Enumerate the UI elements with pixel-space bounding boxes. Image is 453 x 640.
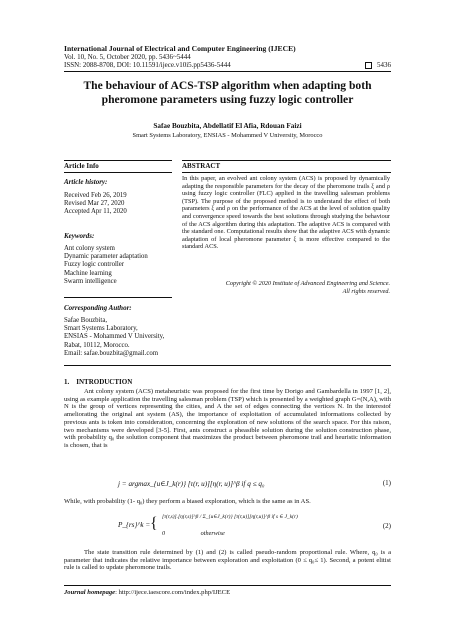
square-icon (365, 62, 372, 69)
page-number: 5436 (377, 61, 391, 69)
journal-name: International Journal of Electrical and Computer Engineering (IJECE) (64, 44, 296, 53)
intro-paragraph-1: Ant colony system (ACS) metaheuristic was proposed for the first time by Dorigo and Gambardella in 1997 [1, 2], using as example application the travelling salesman problem (TSP) which is presented by a weighted graph G=(N,A), with N is the group of vertices representing the cities, and A the set of edges connecting the vertices N. In the interestof ameliorating the original ant system (AS), the importance of exploitation of accumulated informations collected by previous ants is token into consideration, concerning the exploration of new solutions of the search space. For this raison, two mechanisms were developed [3-5]. First, ants construct a pheasible solution during the solution construction phase, with probability q₀ the solution component that maximizes the product between pheromone trail and heuristic information is chosen, that is (64, 388, 391, 449)
article-info-top-rule (64, 160, 172, 161)
equation-2-lhs: P_{rs}^k = (118, 521, 151, 529)
title-line-1: The behaviour of ACS-TSP algorithm when adapting both (83, 79, 372, 92)
article-info-heading: Article Info (64, 162, 99, 170)
keyword-item: Dynamic parameter adaptation (64, 253, 148, 261)
author-lab: Smart Systems Laboratory, (64, 325, 138, 333)
equation-1: j = argmax_{u∈J_k(r)} [τ(r, u)][η(r, u)]^β if q ≤ q₀ (118, 480, 265, 488)
corresponding-rule (64, 297, 172, 298)
revised-date: Revised Mar 27, 2020 (64, 200, 125, 208)
abstract-top-rule (182, 160, 391, 161)
equation-2-brace: { (150, 515, 158, 532)
abstract-sub-rule (182, 172, 391, 173)
abstract-heading: ABSTRACT (182, 162, 221, 170)
journal-homepage (64, 589, 230, 596)
keyword-item: Machine learning (64, 269, 112, 277)
section-heading: 1. INTRODUCTION (64, 378, 133, 386)
homepage-url[interactable]: : http://ijece.iaescore.com/index.php/IJECE (115, 589, 231, 596)
section-divider (64, 365, 391, 366)
received-date: Received Feb 26, 2019 (64, 192, 127, 199)
intro-paragraph-3: The state transition rule determined by (1) and (2) is called pseudo-random proportional rule. Where, q₀ is a parameter that indicates the relative importance between exploration and exploitation (0 ≤ q₀≤ 1). Second, a potent elitist rule is called to update pheromone trails. (64, 549, 391, 572)
abstract-text: In this paper, an evolved ant colony system (ACS) is proposed by dynamically adapting the responsible parameters for the decay of the pheromone trails ξ and ρ using fuzzy logic controller (FLC) applied in the travelling salesman problems (TSP). The purpose of the proposed method is to understand the effect of both parameters ξ and ρ on the performance of the ACS at the level of solution quality and convergence speed towards the best solutions through studying the behaviour of the ACS algorithm during this adaptation. The adaptive ACS is compared with the standard one. Computational results show that the adaptive ACS with dynamic adaptation of local pheromone parameter ξ is more effective compared to the standard ACS. (182, 175, 390, 251)
paper-title (64, 79, 391, 107)
title-line-2: pheromone parameters using fuzzy logic controller (101, 93, 354, 106)
corresponding-label: Corresponding Author: (64, 304, 132, 312)
equation-2-bottom: 0 otherwise (162, 530, 225, 537)
article-info-sub-rule (64, 172, 172, 173)
history-list (64, 192, 127, 217)
keywords-list (64, 245, 148, 286)
author-name: Safae Bouzbita, (64, 317, 108, 324)
keyword-item: Swarm intelligence (64, 277, 117, 285)
accepted-date: Accepted Apr 11, 2020 (64, 208, 127, 216)
affiliation: Smart Systems Laboratory, ENSIAS - Mohammed V University, Morocco (132, 132, 323, 139)
authors: Safae Bouzbita, Abdellatif El Afia, Rdouan Faizi (153, 122, 302, 130)
copyright-line-1: Copyright © 2020 Institute of Advanced Engineering and Science. (225, 280, 390, 287)
keyword-item: Fuzzy logic controller (64, 261, 125, 269)
history-label: Article history: (64, 178, 108, 186)
equation-2-top: [τ(r,s)].[η(r,s)]^β / Σ_{u∈J_k(r)} [τ(r,u)][η(r,u)]^β if s ∈ J_k(r) (162, 514, 298, 520)
keywords-label: Keywords: (64, 232, 95, 240)
homepage-label: Journal homepage (64, 589, 116, 596)
header-rule (64, 71, 391, 72)
page-number-block (365, 61, 391, 69)
keyword-item: Ant colony system (64, 245, 115, 252)
intro-paragraph-2: While, with probability (1- q₀) they perform a biased exploration, which is the same as in AS. (64, 498, 311, 505)
author-city: Rabat, 10112, Morocco. (64, 341, 130, 349)
volume-line: Vol. 10, No. 5, October 2020, pp. 5436~5444 (64, 53, 191, 61)
footer-rule (64, 585, 391, 586)
copyright-line-2: All rights reserved. (342, 287, 390, 295)
issn-line: ISSN: 2088-8708, DOI: 10.11591/ijece.v10i5.pp5436-5444 (64, 61, 231, 69)
equation-2-number: (2) (382, 522, 391, 530)
equation-1-number: (1) (382, 479, 391, 487)
copyright (182, 280, 390, 295)
author-email[interactable]: Email: safae.bouzbita@gmail.com (64, 349, 159, 357)
author-institute: ENSIAS - Mohammed V University, (64, 333, 165, 341)
corresponding-block (64, 317, 164, 358)
